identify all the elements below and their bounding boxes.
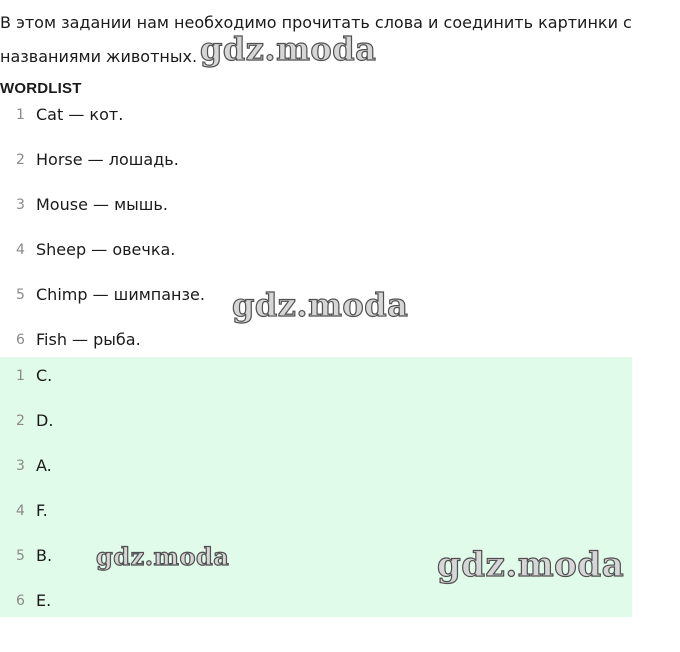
item-number: 2 [16, 152, 25, 168]
answer-number: 5 [16, 548, 25, 564]
answer-text: C. [36, 366, 53, 385]
item-text: Mouse — мышь. [36, 195, 168, 214]
answer-number: 4 [16, 503, 25, 519]
answer-text: F. [36, 501, 48, 520]
answer-text: B. [36, 546, 53, 565]
answer-number: 1 [16, 368, 25, 384]
item-number: 5 [16, 287, 25, 303]
item-number: 1 [16, 107, 25, 123]
watermark: gdz.moda [200, 30, 377, 68]
watermark: gdz.moda [232, 286, 409, 324]
answer-number: 3 [16, 458, 25, 474]
watermark: gdz.moda [96, 542, 230, 571]
answer-text: E. [36, 591, 52, 610]
answer-number: 6 [16, 593, 25, 609]
wordlist-heading: WORDLIST [0, 80, 82, 97]
item-text: Chimp — шимпанзе. [36, 285, 205, 304]
item-number: 4 [16, 242, 25, 258]
intro-text: В этом задании нам необходимо прочитать слова и соединить картинки с названиями животных. [0, 13, 632, 66]
item-number: 6 [16, 332, 25, 348]
watermark: gdz.moda [437, 545, 625, 585]
item-text: Cat — кот. [36, 105, 124, 124]
item-number: 3 [16, 197, 25, 213]
item-text: Horse — лошадь. [36, 150, 179, 169]
item-text: Sheep — овечка. [36, 240, 176, 259]
item-text: Fish — рыба. [36, 330, 141, 349]
answer-text: D. [36, 411, 54, 430]
answer-number: 2 [16, 413, 25, 429]
answer-text: A. [36, 456, 52, 475]
